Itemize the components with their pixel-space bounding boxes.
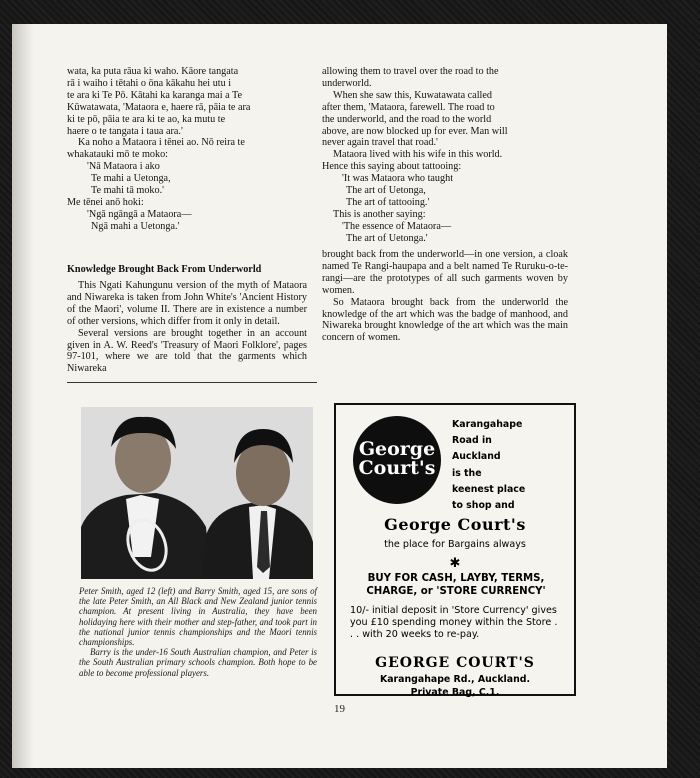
verse-line: 'It was Mataora who taught [342,173,454,185]
text-line: whakatauki mō te moko: [67,149,169,161]
photo-caption [79,586,317,678]
text-line: Kūwatawata, 'Mataora e, haere rā, pāia te ara [67,101,251,113]
ad-address-line: is the [452,467,482,479]
magazine-page [12,24,667,768]
text-line: wata, ka puta rāua ki waho. Kāore tangata [67,66,239,77]
text-line: ki te pō, pāia te ara ki te ao, ka mutu te [67,113,226,125]
text-line: underworld. [322,77,372,89]
verse-line: 'The essence of Mataora— [342,220,452,232]
verse-line: Ngā mahi a Uetonga.' [91,220,180,232]
asterisk-icon: ✱ [449,555,461,570]
paragraph: Several versions are brought together in an account given in A. W. Reed's 'Treasury of Maori Folklore', pages 97-101, where we are told that the garments which Niwareka [67,327,307,375]
logo-line: George [358,438,436,460]
george-courts-logo [353,416,441,504]
verse-line: 'Ngā ngāngā a Mataora— [87,208,192,220]
paragraph: brought back from the underworld—in one version, a cloak named Te Rangi-haupapa and a belt named Te Ruruku-o-te-rangi—are the prototypes of all such garments woven by women. [322,249,568,296]
section-left-text [67,280,307,375]
text-line: Ka noho a Mataora i tēnei ao. Nō reira te [78,137,245,149]
section-heading: Knowledge Brought Back From Underworld [67,264,262,275]
text-line: haere o te tangata i taua ara.' [67,125,183,137]
verse-line: The art of Uetonga, [346,185,426,197]
ad-buy-options [350,572,562,598]
divider-rule [67,382,317,383]
section-right-text [322,249,568,344]
text-line: after them, 'Mataora, farewell. The road to [322,101,495,113]
text-line: never again travel that road.' [322,137,438,149]
text-line: above, are now blocked up for ever. Man will [322,125,508,137]
advertisement-george-courts [334,403,576,696]
page-gutter-shadow [12,24,34,768]
ad-tagline: the place for Bargains always [384,539,526,550]
ad-brand-name: George Court's [384,515,526,534]
photo-illustration [81,407,313,579]
text-line: Mataora lived with his wife in this world. [333,149,503,161]
verse-line: Te mahi tā moko.' [91,185,164,197]
ad-address-line: Auckland [452,451,501,463]
ad-footer-address-line: Private Bag, C.1. [410,687,500,698]
ad-address-block [452,417,568,514]
ad-footer-address [336,673,574,699]
page-number: 19 [334,703,345,715]
text-line: When she saw this, Kuwatawata called [333,89,492,101]
right-column-english-text [322,66,568,245]
ad-address-line: Road in [452,435,492,447]
text-line: te ara ki Te Pō. Kātahi ka karanga mai a Te [67,89,242,101]
ad-footer-name: GEORGE COURT'S [375,655,535,671]
ad-buy-line: BUY FOR CASH, LAYBY, TERMS, [367,573,545,584]
verse-line: The art of Uetonga.' [346,232,428,244]
text-line: allowing them to travel over the road to the [322,66,499,77]
paragraph: So Mataora brought back from the underworld the knowledge of the art which was the badge of manhood, and Niwareka brought knowledge of the art which was the main concern of women. [322,296,568,344]
photo-two-boys [81,407,313,579]
verse-line: The art of tattooing.' [346,196,430,208]
paragraph: This Ngati Kahungunu version of the myth of Mataora and Niwareka is taken from John White's 'Ancient History of the Maori', volume II. There are in existence a number of other versions, which differ from it only in detail. [67,280,307,327]
ad-offer-text: 10/- initial deposit in 'Store Currency' gives you £10 spending money within the Store . . . with 20 weeks to re-pay. [350,605,558,641]
left-column-maori-text [67,66,305,233]
ad-address-line: keenest place [452,483,526,495]
verse-line: 'Nā Mataora i ako [87,161,160,173]
text-line: Me tēnei anō hoki: [67,196,144,208]
text-line: This is another saying: [333,208,426,220]
caption-paragraph: Barry is the under-16 South Australian champion, and Peter is the South Australian primary schools champion. Both hope to be able to become professional players. [79,647,317,678]
verse-line: Te mahi a Uetonga, [91,173,171,185]
ad-footer-address-line: Karangahape Rd., Auckland. [379,674,531,685]
ad-address-line: to shop and [452,500,515,512]
ad-address-line: Karangahape [452,419,523,430]
caption-paragraph: Peter Smith, aged 12 (left) and Barry Smith, aged 15, are sons of the late Peter Smith, an All Black and New Zealand junior tennis champion. At present living in Australia, they have been holidaying here with their mother and step-father, and took part in the national junior tennis championships and the Maori tennis championships. [79,586,317,648]
text-line: the underworld, and the road to the world [322,113,492,125]
logo-line: Court's [358,457,436,479]
text-line: rā i waiho i tētahi o ōna kākahu hei utu i [67,77,232,89]
text-line: Hence this saying about tattooing: [322,161,462,173]
ad-buy-line: CHARGE, or 'STORE CURRENCY' [366,586,546,597]
